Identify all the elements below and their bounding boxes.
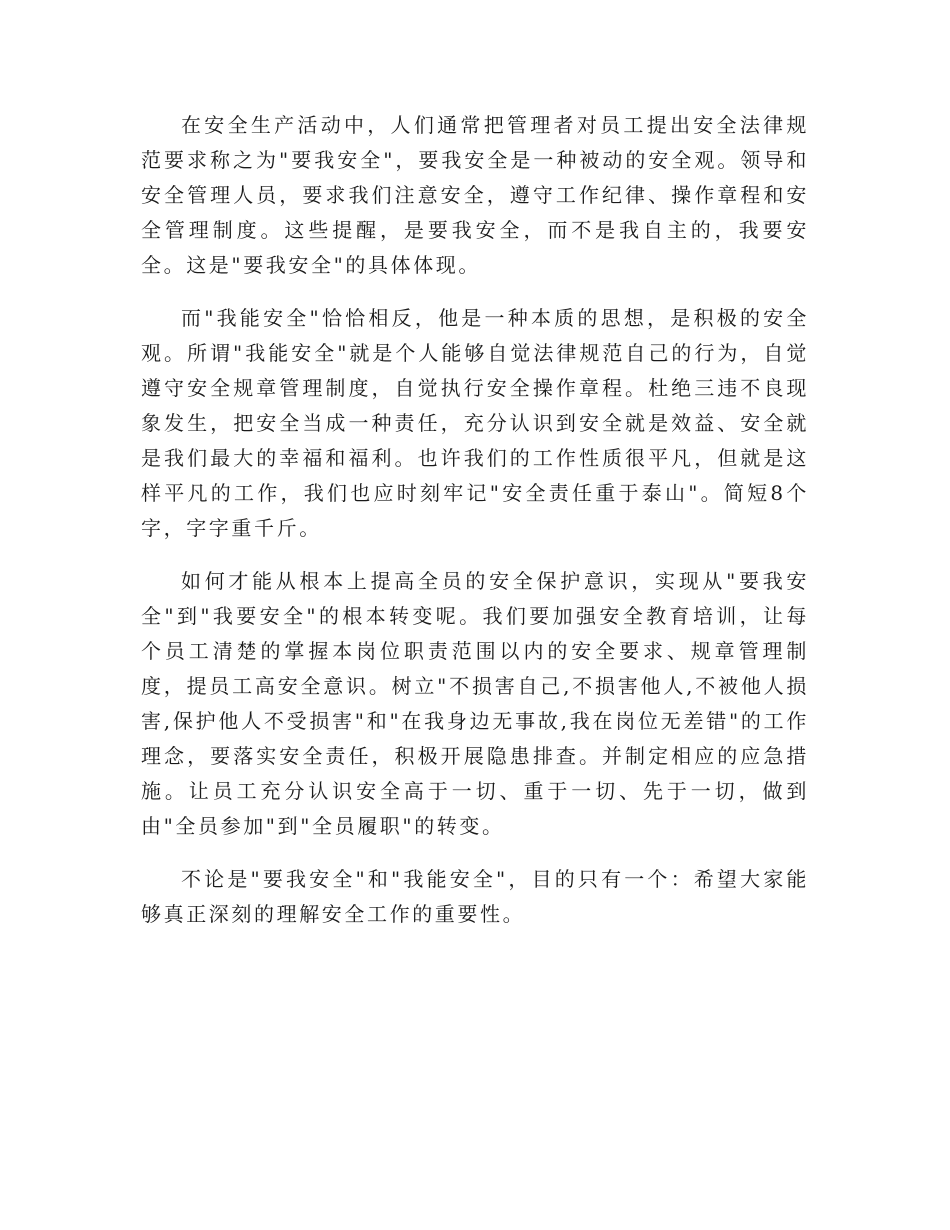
paragraph-3: 如何才能从根本上提高全员的安全保护意识，实现从"要我安全"到"我要安全"的根本转变呢。我们要加强安全教育培训，让每个员工清楚的掌握本岗位职责范围以内的安全要求、规章管理制度，提员工高安全意识。树立"不损害自己,不损害他人,不被他人损害,保护他人不受损害"和"在我身边无事故,我在岗位无差错"的工作理念，要落实安全责任，积极开展隐患排查。并制定相应的应急措施。让员工充分认识安全高于一切、重于一切、先于一切，做到由"全员参加"到"全员履职"的转变。 — [141, 569, 809, 838]
document-body — [141, 108, 809, 950]
paragraph-4: 不论是"要我安全"和"我能安全"，目的只有一个：希望大家能够真正深刻的理解安全工作的重要性。 — [141, 867, 809, 926]
paragraph-1: 在安全生产活动中，人们通常把管理者对员工提出安全法律规范要求称之为"要我安全"，要我安全是一种被动的安全观。领导和安全管理人员，要求我们注意安全，遵守工作纪律、操作章程和安全管理制度。这些提醒，是要我安全，而不是我自主的，我要安全。这是"要我安全"的具体体现。 — [141, 113, 809, 277]
paragraph-2: 而"我能安全"恰恰相反，他是一种本质的思想，是积极的安全观。所谓"我能安全"就是个人能够自觉法律规范自己的行为，自觉遵守安全规章管理制度，自觉执行安全操作章程。杜绝三违不良现象发生，把安全当成一种责任，充分认识到安全就是效益、安全就是我们最大的幸福和福利。也许我们的工作性质很平凡，但就是这样平凡的工作，我们也应时刻牢记"安全责任重于泰山"。简短8个字，字字重千斤。 — [141, 306, 809, 540]
